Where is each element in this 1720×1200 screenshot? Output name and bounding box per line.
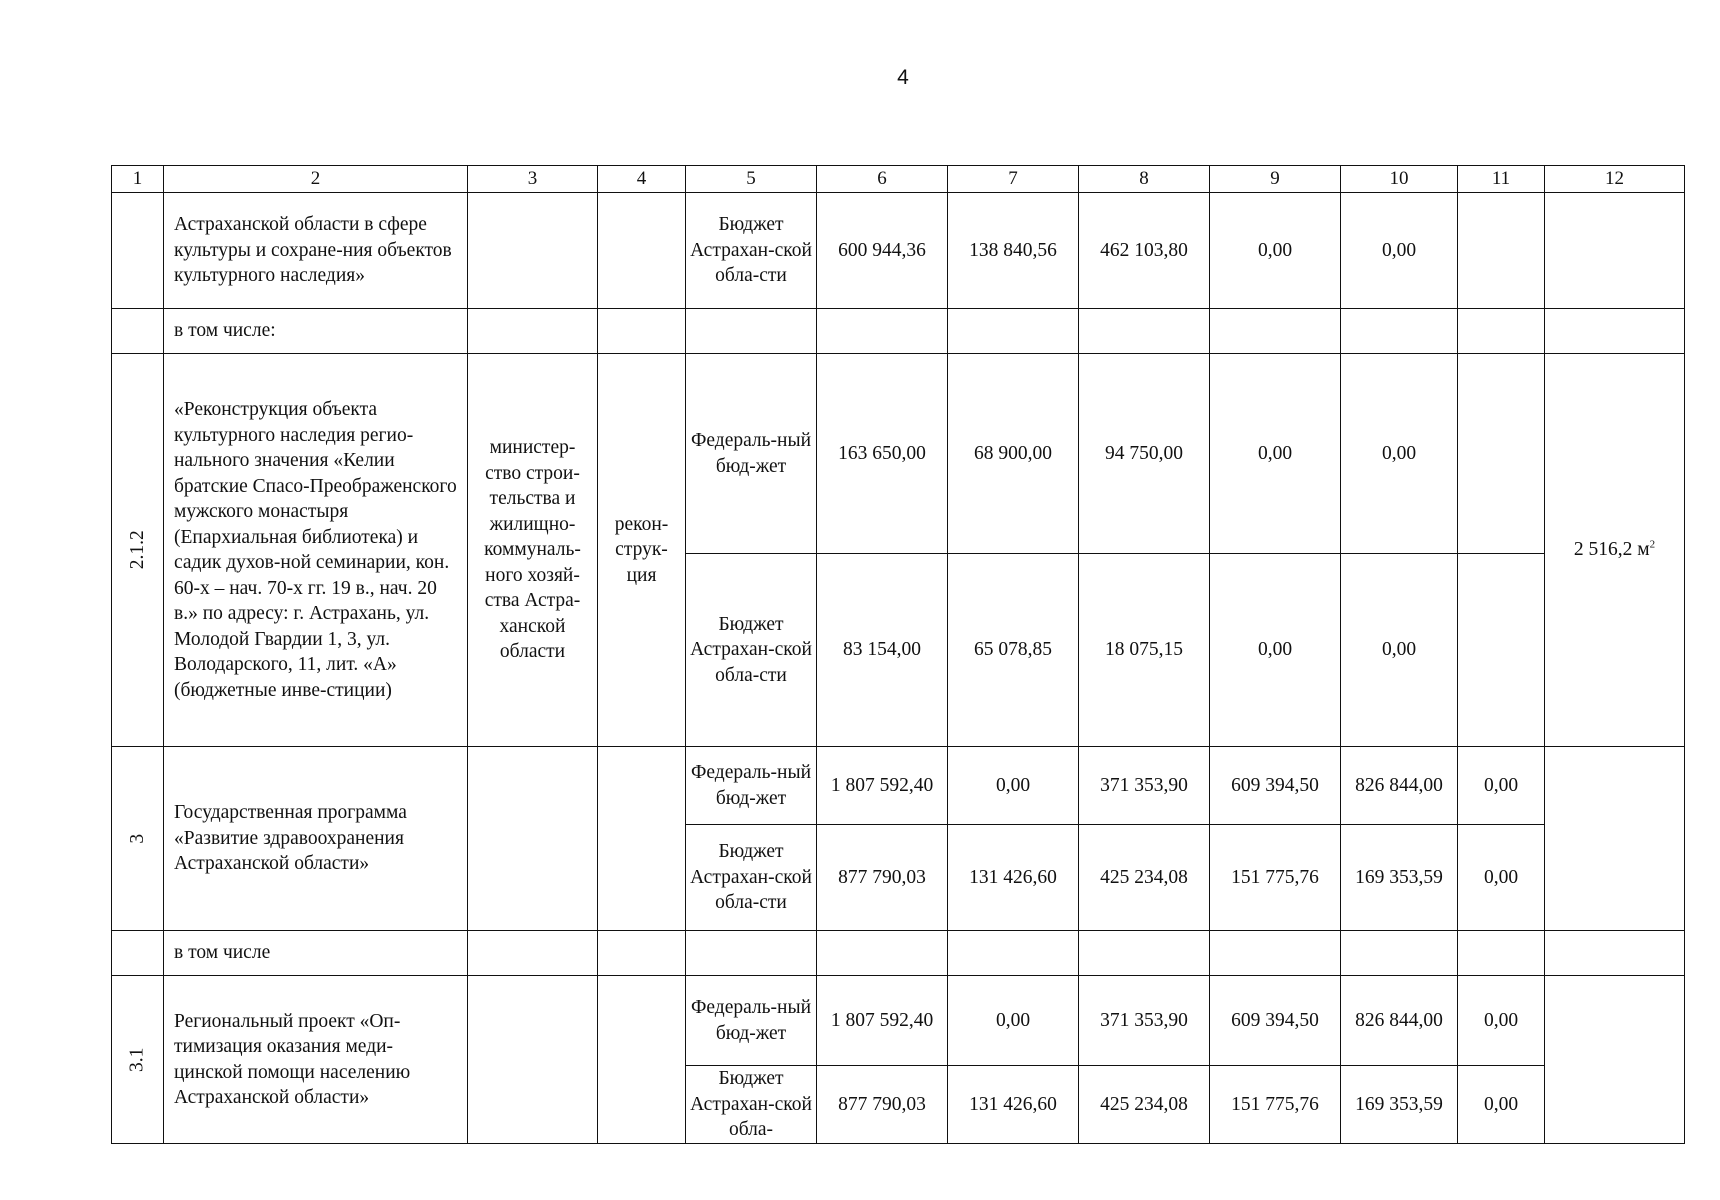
budget-table xyxy=(111,165,1685,1144)
table-cell xyxy=(598,747,686,931)
table-cell xyxy=(1458,309,1545,354)
column-header: 3 xyxy=(468,166,598,193)
table-cell xyxy=(1545,747,1685,931)
program-name: Астраханской области в сфере культуры и сохране-ния объектов культурного наследия» xyxy=(164,193,468,309)
page-number: 4 xyxy=(897,66,909,89)
work-type: рекон-струк-ция xyxy=(598,354,686,747)
table-cell xyxy=(1545,309,1685,354)
table-cell xyxy=(1545,193,1685,309)
table-cell xyxy=(686,931,817,976)
value-cell: 609 394,50 xyxy=(1210,747,1341,825)
area-cell: 2 516,2 $м^2$ xyxy=(1545,354,1685,747)
value-cell: 826 844,00 xyxy=(1341,976,1458,1066)
row-number: 3.1 xyxy=(112,976,164,1144)
value-cell: 371 353,90 xyxy=(1079,976,1210,1066)
value-cell: 425 234,08 xyxy=(1079,825,1210,931)
table-cell xyxy=(948,309,1079,354)
table-cell xyxy=(112,309,164,354)
table-cell xyxy=(1210,309,1341,354)
funding-source: Бюджет Астрахан-ской обла-сти xyxy=(686,825,817,931)
value-cell: 1 807 592,40 xyxy=(817,976,948,1066)
table-cell xyxy=(1341,931,1458,976)
value-cell: 18 075,15 xyxy=(1079,554,1210,747)
table-cell xyxy=(1458,354,1545,554)
table-cell xyxy=(598,309,686,354)
value-cell: 151 775,76 xyxy=(1210,825,1341,931)
table-cell xyxy=(1210,931,1341,976)
table-cell xyxy=(817,309,948,354)
value-cell: 425 234,08 xyxy=(1079,1066,1210,1144)
executor: министер-ство строи-тельства и жилищно-коммуналь-ного хозяй-ства Астра-ханской области xyxy=(468,354,598,747)
value-cell: 877 790,03 xyxy=(817,825,948,931)
table-row xyxy=(112,931,1685,976)
value-cell: 94 750,00 xyxy=(1079,354,1210,554)
value-cell: 0,00 xyxy=(1210,354,1341,554)
funding-source: Бюджет Астрахан-ской обла-сти xyxy=(686,554,817,747)
column-header: 10 xyxy=(1341,166,1458,193)
column-header: 1 xyxy=(112,166,164,193)
value-cell: 877 790,03 xyxy=(817,1066,948,1144)
column-header: 6 xyxy=(817,166,948,193)
value-cell: 0,00 xyxy=(1341,554,1458,747)
funding-source: Федераль-ный бюд-жет xyxy=(686,976,817,1066)
value-cell: 83 154,00 xyxy=(817,554,948,747)
column-header: 7 xyxy=(948,166,1079,193)
value-cell: 169 353,59 xyxy=(1341,1066,1458,1144)
value-cell: 826 844,00 xyxy=(1341,747,1458,825)
column-header: 5 xyxy=(686,166,817,193)
value-cell: 131 426,60 xyxy=(948,825,1079,931)
row-number: 2.1.2 xyxy=(112,354,164,747)
value-cell: 163 650,00 xyxy=(817,354,948,554)
value-cell: 600 944,36 xyxy=(817,193,948,309)
value-cell: 1 807 592,40 xyxy=(817,747,948,825)
value-cell: 0,00 xyxy=(948,747,1079,825)
table-cell xyxy=(1079,931,1210,976)
table-row xyxy=(112,309,1685,354)
program-name: Государственная программа «Развитие здравоохранения Астраханской области» xyxy=(164,747,468,931)
value-cell: 609 394,50 xyxy=(1210,976,1341,1066)
funding-source: Федераль-ный бюд-жет xyxy=(686,354,817,554)
table-cell xyxy=(112,193,164,309)
column-header: 11 xyxy=(1458,166,1545,193)
funding-source: Бюджет Астрахан-ской обла-сти xyxy=(686,193,817,309)
value-cell: 0,00 xyxy=(1341,193,1458,309)
table-cell xyxy=(598,193,686,309)
table-cell xyxy=(1458,554,1545,747)
value-cell: 0,00 xyxy=(1458,1066,1545,1144)
value-cell: 131 426,60 xyxy=(948,1066,1079,1144)
column-header: 2 xyxy=(164,166,468,193)
table-cell xyxy=(468,193,598,309)
value-cell: 0,00 xyxy=(948,976,1079,1066)
value-cell: 151 775,76 xyxy=(1210,1066,1341,1144)
table-row xyxy=(112,354,1685,554)
subsection-label: в том числе xyxy=(164,931,468,976)
table-row xyxy=(112,976,1685,1066)
table-cell xyxy=(686,309,817,354)
column-header: 12 xyxy=(1545,166,1685,193)
table-row xyxy=(112,747,1685,825)
table-cell xyxy=(468,976,598,1144)
subsection-label: в том числе: xyxy=(164,309,468,354)
table-cell xyxy=(948,931,1079,976)
funding-source: Федераль-ный бюд-жет xyxy=(686,747,817,825)
value-cell: 0,00 xyxy=(1341,354,1458,554)
project-name: «Реконструкция объекта культурного наследия регио-нального значения «Келии братские Спасо-Преображенского мужского монастыря (Епархиальная библиотека) и садик духов-ной семинарии, кон. 60-х – нач. 70-х гг. 19 в., нач. 20 в.» по адресу: г. Астрахань, ул. Молодой Гвардии 1, 3, ул. Володарского, 11, лит. «А» (бюджетные инве-стиции) xyxy=(164,354,468,747)
table-cell xyxy=(1458,193,1545,309)
table-cell xyxy=(598,976,686,1144)
table-cell xyxy=(1545,976,1685,1144)
column-header: 9 xyxy=(1210,166,1341,193)
table-cell xyxy=(468,309,598,354)
value-cell: 371 353,90 xyxy=(1079,747,1210,825)
row-number: 3 xyxy=(112,747,164,931)
value-cell: 462 103,80 xyxy=(1079,193,1210,309)
project-name: Региональный проект «Оп-тимизация оказания меди-цинской помощи населению Астраханской области» xyxy=(164,976,468,1144)
table-cell xyxy=(817,931,948,976)
value-cell: 138 840,56 xyxy=(948,193,1079,309)
value-cell: 0,00 xyxy=(1458,976,1545,1066)
column-header: 4 xyxy=(598,166,686,193)
funding-source: Бюджет Астрахан-ской обла- xyxy=(686,1066,817,1144)
header-row xyxy=(112,166,1685,193)
value-cell: 0,00 xyxy=(1458,747,1545,825)
table-cell xyxy=(112,931,164,976)
table-cell xyxy=(468,931,598,976)
table-row xyxy=(112,193,1685,309)
value-cell: 68 900,00 xyxy=(948,354,1079,554)
value-cell: 169 353,59 xyxy=(1341,825,1458,931)
table-cell xyxy=(1341,309,1458,354)
table-cell xyxy=(1545,931,1685,976)
table-cell xyxy=(1079,309,1210,354)
value-cell: 0,00 xyxy=(1458,825,1545,931)
table-cell xyxy=(598,931,686,976)
value-cell: 0,00 xyxy=(1210,554,1341,747)
value-cell: 0,00 xyxy=(1210,193,1341,309)
table-cell xyxy=(468,747,598,931)
table-cell xyxy=(1458,931,1545,976)
value-cell: 65 078,85 xyxy=(948,554,1079,747)
column-header: 8 xyxy=(1079,166,1210,193)
